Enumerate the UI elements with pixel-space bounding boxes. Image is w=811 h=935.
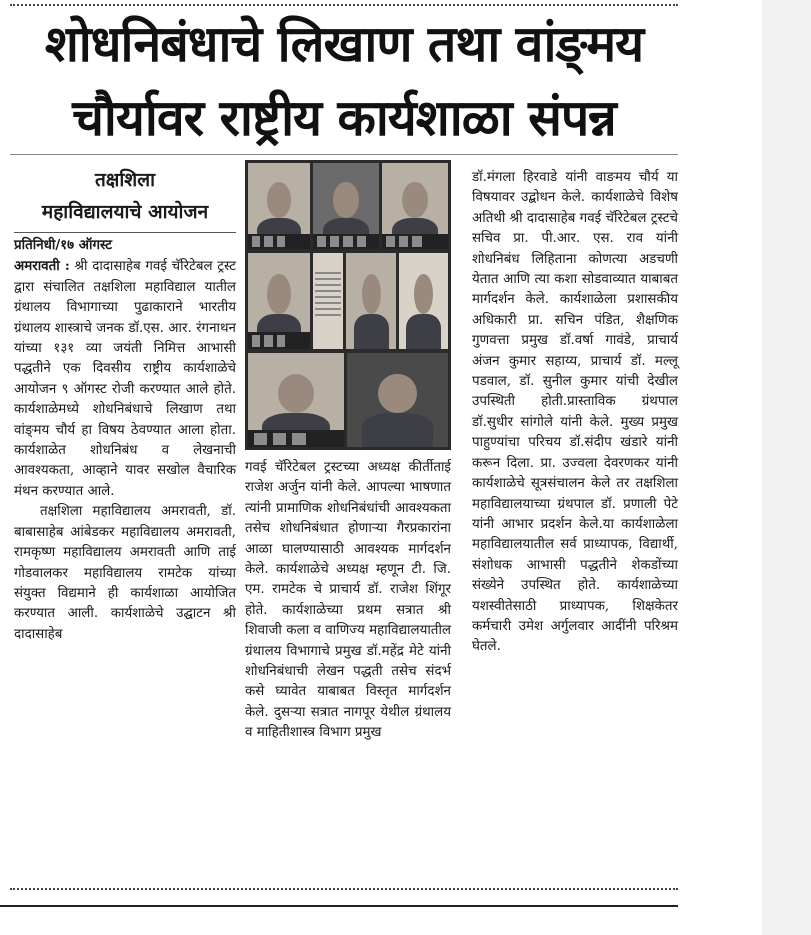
participant-tile — [248, 163, 310, 249]
participant-tile — [399, 253, 448, 349]
shared-screen-tile — [313, 253, 343, 349]
subheading-line-1: तक्षशिला — [94, 169, 156, 191]
subheading-rule — [14, 232, 236, 233]
column-1-para-1-text: श्री दादासाहेब गवई चॅरिटेबल ट्रस्ट द्वारा संचालित तक्षशिला महाविद्याल यातील ग्रंथालय विभागाच्या पुढाकाराने भारतीय ग्रंथालय शास्त्राचे जनक डॉ.एस. आर. रंगनाथन यांच्या १३१ व्या जयंती निमित्त आभासी पद्धतीने एक दिवसीय राष्ट्रीय कार्यशाळेचे आयोजन ९ ऑगस्ट रोजी करण्यात आले होते. कार्यशाळेमध्ये शोधनिबंधाचे लिखाण तथा वांङ्‌मय चौर्य हा विषय ठेवण्यात आला होता. कार्यशाळेत शोधनिबंध व लेखनाची आवश्यकता, आव्हाने यावर सखोल वैचारिक मंथन करण्यात आले. — [14, 259, 236, 499]
byline: प्रतिनिधी/१७ ऑगस्ट — [14, 238, 112, 253]
article-column-2 — [245, 458, 451, 744]
headline-line-1: शोधनिबंधाचे लिखाण तथा वांङ्‌मय — [44, 15, 644, 73]
headline-rule — [10, 154, 678, 155]
participant-tile — [248, 253, 310, 349]
subheading-line-2: महाविद्यालयाचे आयोजन — [41, 201, 209, 223]
participant-tile — [347, 353, 448, 447]
participant-tile — [346, 253, 396, 349]
article-column-3 — [472, 168, 678, 658]
bottom-dotted-rule — [10, 888, 678, 890]
column-2-text: गवई चॅरिटेबल ट्रस्टच्या अध्यक्ष कीर्तीताई राजेश अर्जुन यांनी केले. आपल्या भाषणात त्यांनी प्रामाणिक शोधनिबंधांची आवश्यकता तसेच शोधनिबंधात होणाऱ्या गैरप्रकारांना आळा घालण्यासाठी आवश्यक मार्गदर्शन केले. कार्यशाळेचे अध्यक्ष म्हणून टी. जि. एम. रामटेक चे प्राचार्य डॉ. राजेश शिंगूर होते. कार्यशाळेच्या प्रथम सत्रात श्री शिवाजी कला व वाणिज्य महाविद्यालयातील ग्रंथालय विभागाचे प्रमुख डॉ.महेंद्र मेटे यांनी शोधनिबंधाची लेखन पद्धती तसेच संदर्भ कसे घ्यावेत याबाबत विस्तृत मार्गदर्शन केले. दुसऱ्या सत्रात नागपूर येथील ग्रंथालय व माहितीशास्त्र विभाग प्रमुख — [245, 460, 451, 741]
top-dotted-rule — [10, 4, 678, 6]
participant-tile — [248, 353, 344, 447]
participant-tile — [313, 163, 379, 249]
article-column-1 — [14, 236, 236, 645]
column-1-para-1 — [14, 256, 236, 502]
right-margin-panel — [762, 0, 811, 935]
headline-line-2: चौर्यावर राष्ट्रीय कार्यशाळा संपन्न — [72, 89, 616, 147]
participant-tile — [382, 163, 448, 249]
bottom-rule — [0, 905, 678, 907]
video-conference-collage-photo — [245, 160, 451, 450]
column-3-text: डॉ.मंगला हिरवाडे यांनी वाङमय चौर्य या विषयावर उद्बोधन केले. कार्यशाळेचे विशेष अतिथी श्री दादासाहेब गवई चॅरिटेबल ट्रस्टचे सचिव प्रा. पी.आर. एस. राव यांनी शोधनिबंध लिहिताना कोणत्या अडचणी येतात आणि त्या कशा सोडवाव्यात याबाबत मार्गदर्शन केले. कार्यशाळेला प्रशासकीय अधिकारी प्रा. सचिन पंडित, शैक्षणिक गुणवत्ता प्रमुख डॉ.वर्षा गावंडे, प्राचार्य अंजन कुमार सहाय्य, प्राचार्य डॉ. मल्लू पडवाल, डॉ. सुनील कुमार यांची देखील उपस्थिती होती.प्रास्ताविक ग्रंथपाल डॉ.सुधीर सांगोले यांनी केले. मुख्य प्रमुख पाहुण्यांचा परिचय डॉ.संदीप खंडारे यांनी करून दिला. प्रा. उज्वला देवरणकर यांनी कार्यशाळेचे सूत्रसंचालन केले तर तक्षशिला महाविद्यालयाच्या ग्रंथपाल डॉ. प्रणाली पेटे यांनी आभार प्रदर्शन केले.या कार्यशाळेला महाविद्यालयातील सर्व प्राध्यापक, विद्यार्थी, संशोधक आभासी पद्धतीने शेकडोंच्या संख्येने उपस्थित होते. कार्यशाळेच्या यशस्वीतेसाठी प्राध्यापक, शिक्षकेतर कर्मचारी उमेश अर्गुलवार आदींनी परिश्रम घेतले. — [472, 170, 678, 655]
dateline: अमरावती : — [14, 258, 70, 275]
column-1-para-2: तक्षशिला महाविद्यालय अमरावती, डॉ. बाबासाहेब आंबेडकर महाविद्यालय अमरावती, रामकृष्ण महाविद्यालय अमरावती आणि ताई गोडवालकर महाविद्यालय रामटेक यांच्या संयुक्त विद्यमाने ही कार्यशाळा आयोजित करण्यात आली. कार्यशाळेचे उद्घाटन श्री दादासाहेब — [14, 504, 236, 642]
